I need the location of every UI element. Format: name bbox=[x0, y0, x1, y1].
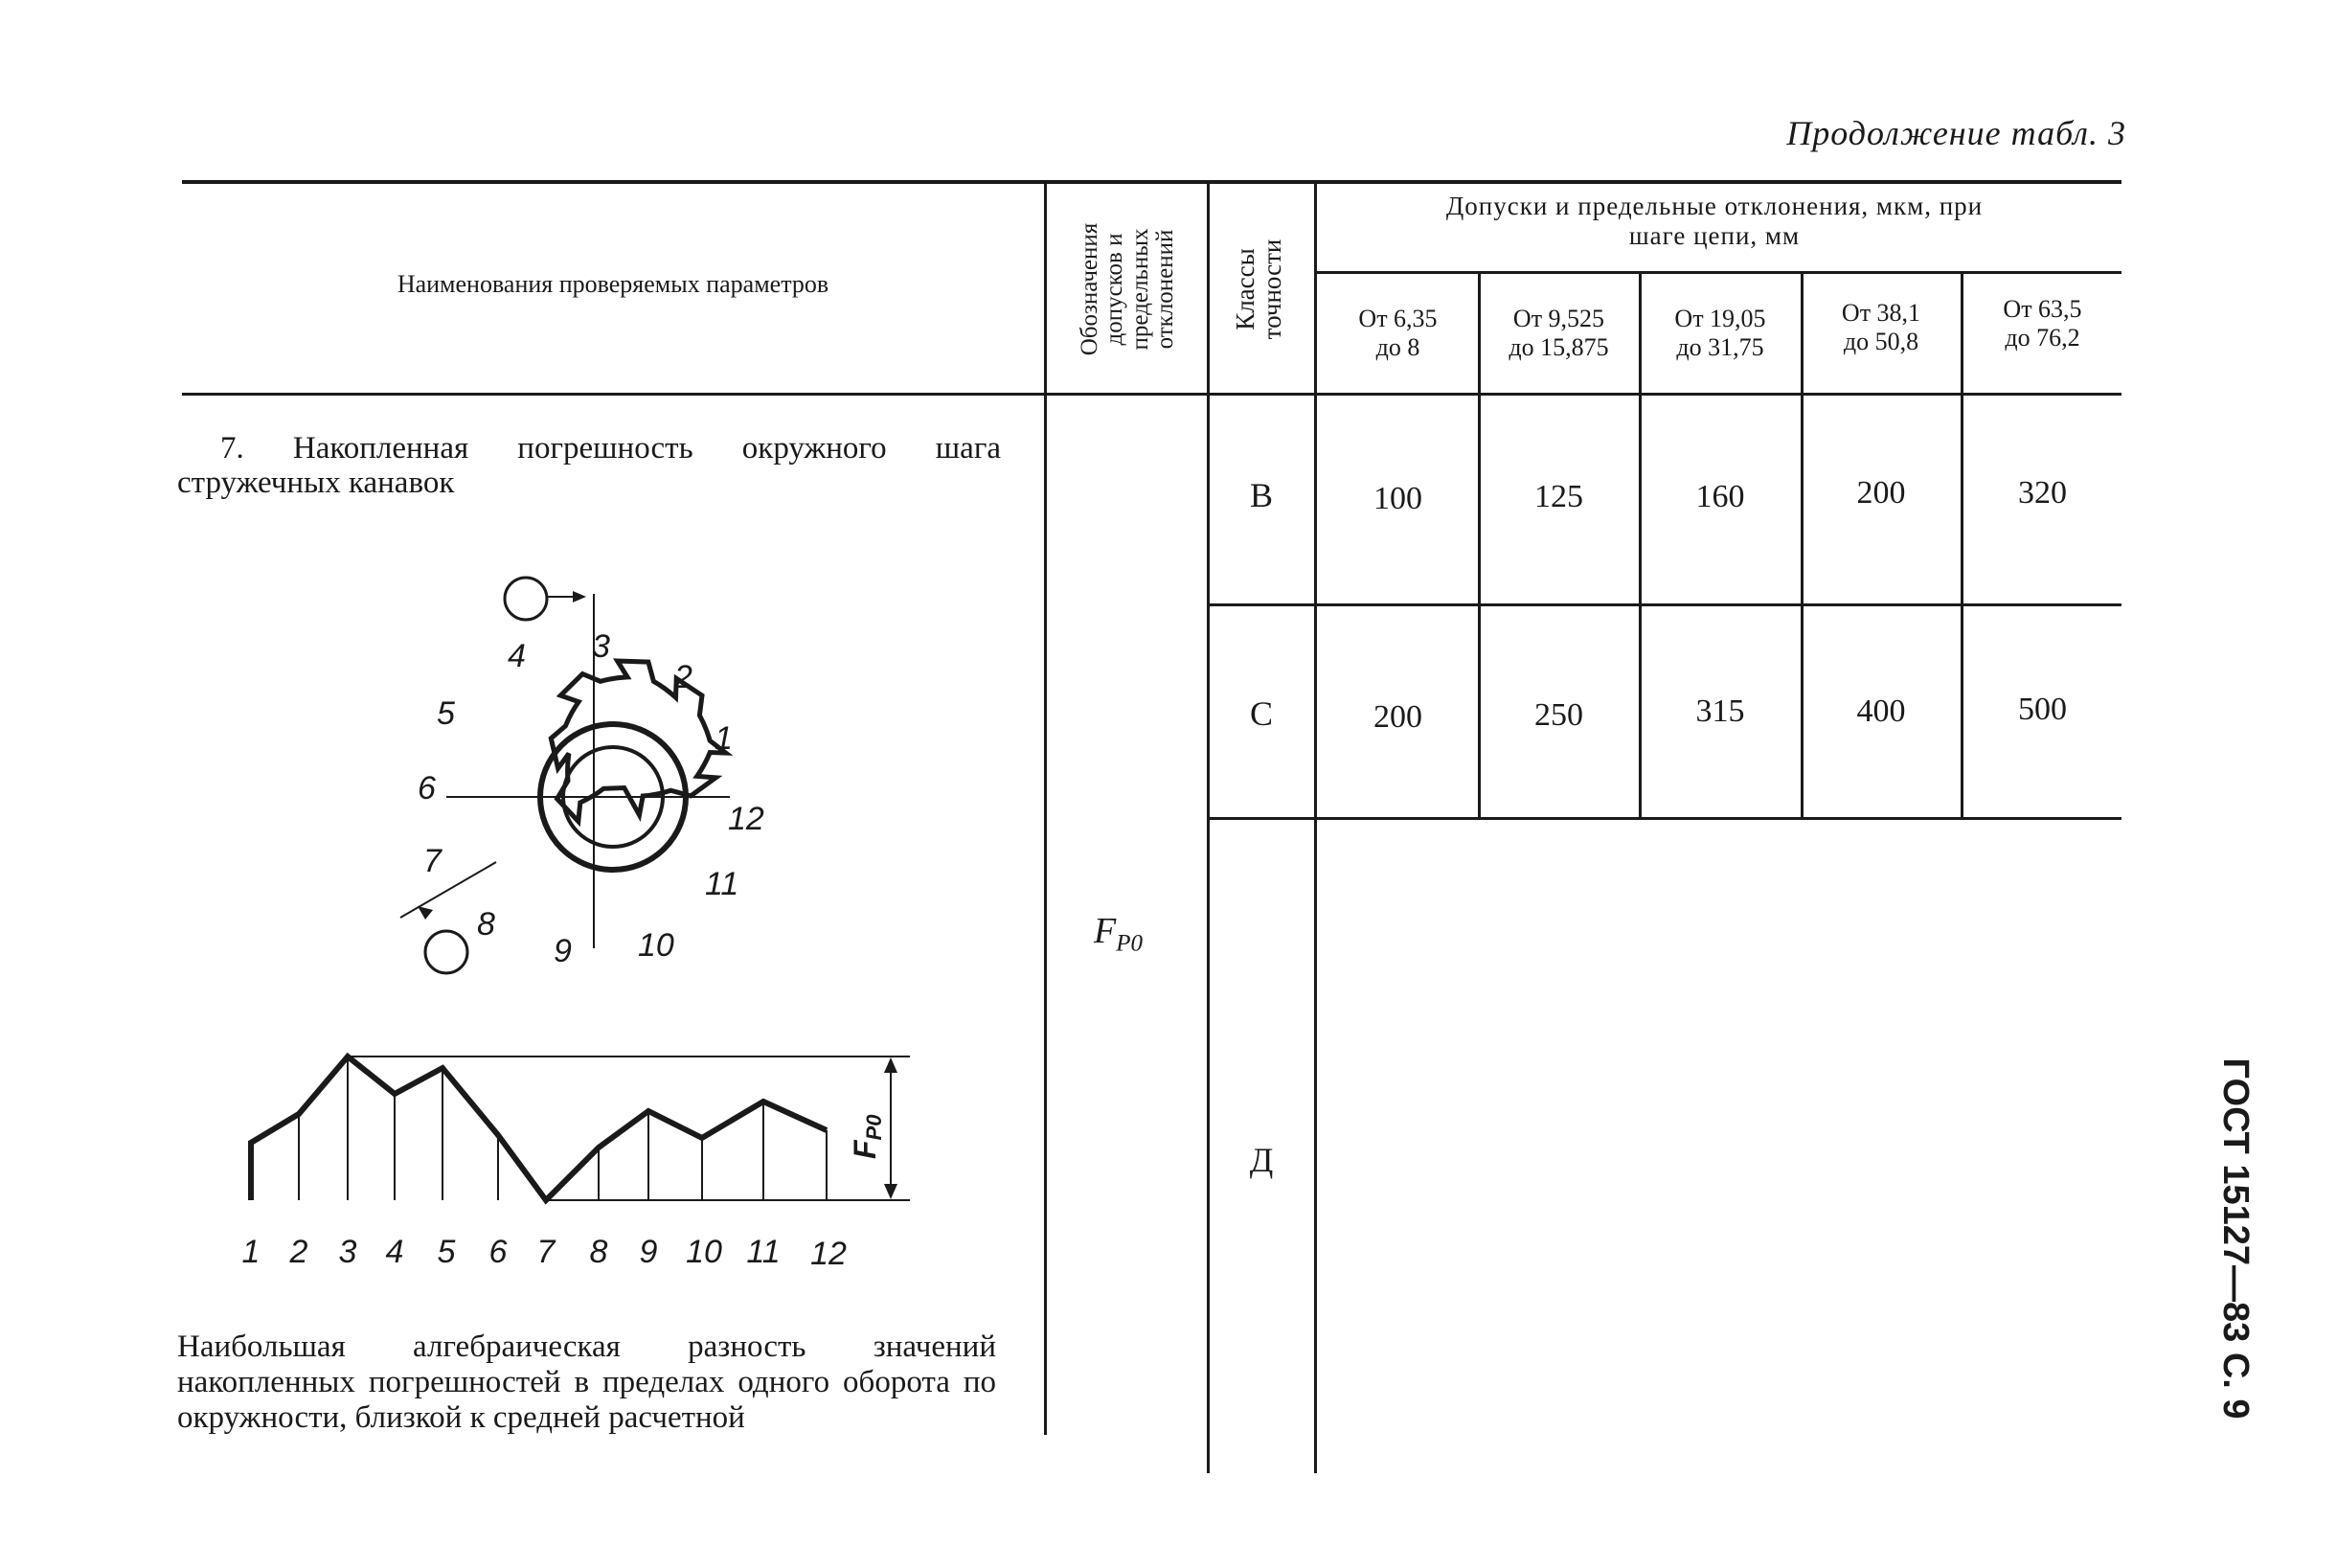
probe-top bbox=[505, 578, 547, 620]
class-d-label: Д bbox=[1249, 1141, 1274, 1179]
value-c-2: 250 bbox=[1534, 697, 1583, 733]
value-b-1: 100 bbox=[1373, 481, 1422, 516]
value-c-5: 500 bbox=[2018, 692, 2067, 727]
tooth-label-1: 1 bbox=[715, 720, 733, 757]
tooth-label-2: 2 bbox=[674, 659, 692, 695]
class-col-divider bbox=[1314, 180, 1317, 1473]
tooth-label-9: 9 bbox=[554, 933, 572, 969]
axis-label-10: 10 bbox=[686, 1234, 722, 1270]
value-c-3: 315 bbox=[1695, 693, 1745, 729]
tooth-label-7: 7 bbox=[423, 843, 442, 879]
tooth-label-12: 12 bbox=[728, 801, 764, 837]
designation-symbol: $F_{P0}$ bbox=[1094, 911, 1143, 957]
gear-diagram bbox=[383, 565, 785, 996]
class-c-label: С bbox=[1249, 694, 1273, 733]
value-b-2: 125 bbox=[1534, 479, 1583, 514]
fp0-arrow-bottom bbox=[884, 1184, 897, 1199]
row-c-rule bbox=[1209, 817, 2121, 820]
class-column-header: Классы точности bbox=[1231, 239, 1287, 340]
axis-label-8: 8 bbox=[589, 1234, 608, 1270]
pitch-range-5: От 63,5 до 76,2 bbox=[2003, 295, 2082, 352]
parameter-definition: Наибольшая алгебраическая разность значений накопленных погрешностей в пределах одного оборота по окружности, близкой к средней расчетной bbox=[177, 1329, 996, 1435]
axis-label-11: 11 bbox=[746, 1234, 781, 1270]
tooth-label-8: 8 bbox=[477, 906, 495, 943]
tooth-label-4: 4 bbox=[508, 638, 526, 674]
tooth-label-10: 10 bbox=[638, 927, 674, 964]
value-c-1: 200 bbox=[1373, 699, 1422, 735]
fp0-graph-label: FP0 bbox=[848, 1114, 886, 1159]
axis-label-5: 5 bbox=[437, 1234, 456, 1270]
row-b-rule bbox=[1209, 603, 2121, 606]
pitch-range-3: От 19,05 до 31,75 bbox=[1674, 305, 1766, 361]
axis-label-4: 4 bbox=[385, 1234, 404, 1270]
axis-label-6: 6 bbox=[488, 1234, 508, 1270]
designation-col-divider bbox=[1207, 180, 1210, 1473]
tooth-label-6: 6 bbox=[418, 770, 436, 807]
fp0-arrow-top bbox=[884, 1057, 897, 1073]
pitch-range-1: От 6,35 до 8 bbox=[1358, 305, 1438, 361]
axis-label-2: 2 bbox=[289, 1234, 308, 1270]
tolerance-group-header: Допуски и предельные отклонения, мкм, при шаге цепи, мм bbox=[1445, 192, 1984, 251]
value-c-4: 400 bbox=[1856, 693, 1906, 729]
axis-label-7: 7 bbox=[536, 1234, 556, 1270]
accumulated-error-graph bbox=[230, 1034, 919, 1284]
probe-top-arrowhead bbox=[573, 591, 586, 602]
tolerance-group-rule bbox=[1317, 271, 2121, 274]
pitch-range-4: От 38,1 до 50,8 bbox=[1841, 299, 1921, 355]
axis-label-3: 3 bbox=[338, 1234, 357, 1270]
tooth-label-11: 11 bbox=[705, 866, 739, 902]
class-b-label: В bbox=[1249, 476, 1273, 514]
pitch-col-divider-4 bbox=[1961, 271, 1963, 817]
designation-column-header: Обозначения допусков и предельных отклонений bbox=[1077, 222, 1178, 356]
pitch-range-2: От 9,525 до 15,875 bbox=[1509, 305, 1609, 361]
probe-bottom bbox=[425, 931, 467, 973]
axis-label-9: 9 bbox=[639, 1234, 658, 1270]
param-column-header: Наименования проверяемых параметров bbox=[397, 270, 829, 298]
tooth-label-5: 5 bbox=[437, 695, 455, 732]
parameter-title: 7. Накопленная погрешность окружного шага стружечных канавок bbox=[177, 431, 1001, 501]
param-col-divider bbox=[1044, 180, 1047, 1435]
value-b-5: 320 bbox=[2018, 475, 2067, 511]
gost-side-label: ГОСТ 15127—83 С. 9 bbox=[2215, 1057, 2256, 1420]
axis-label-1: 1 bbox=[241, 1234, 261, 1270]
table-continuation-caption: Продолжение табл. 3 bbox=[1786, 114, 2126, 152]
value-b-3: 160 bbox=[1695, 479, 1745, 514]
probe-bottom-arrowhead bbox=[418, 906, 433, 920]
axis-label-12: 12 bbox=[810, 1236, 847, 1272]
tooth-label-3: 3 bbox=[592, 628, 610, 665]
value-b-4: 200 bbox=[1856, 475, 1906, 511]
accumulated-error-curve bbox=[251, 1057, 827, 1200]
